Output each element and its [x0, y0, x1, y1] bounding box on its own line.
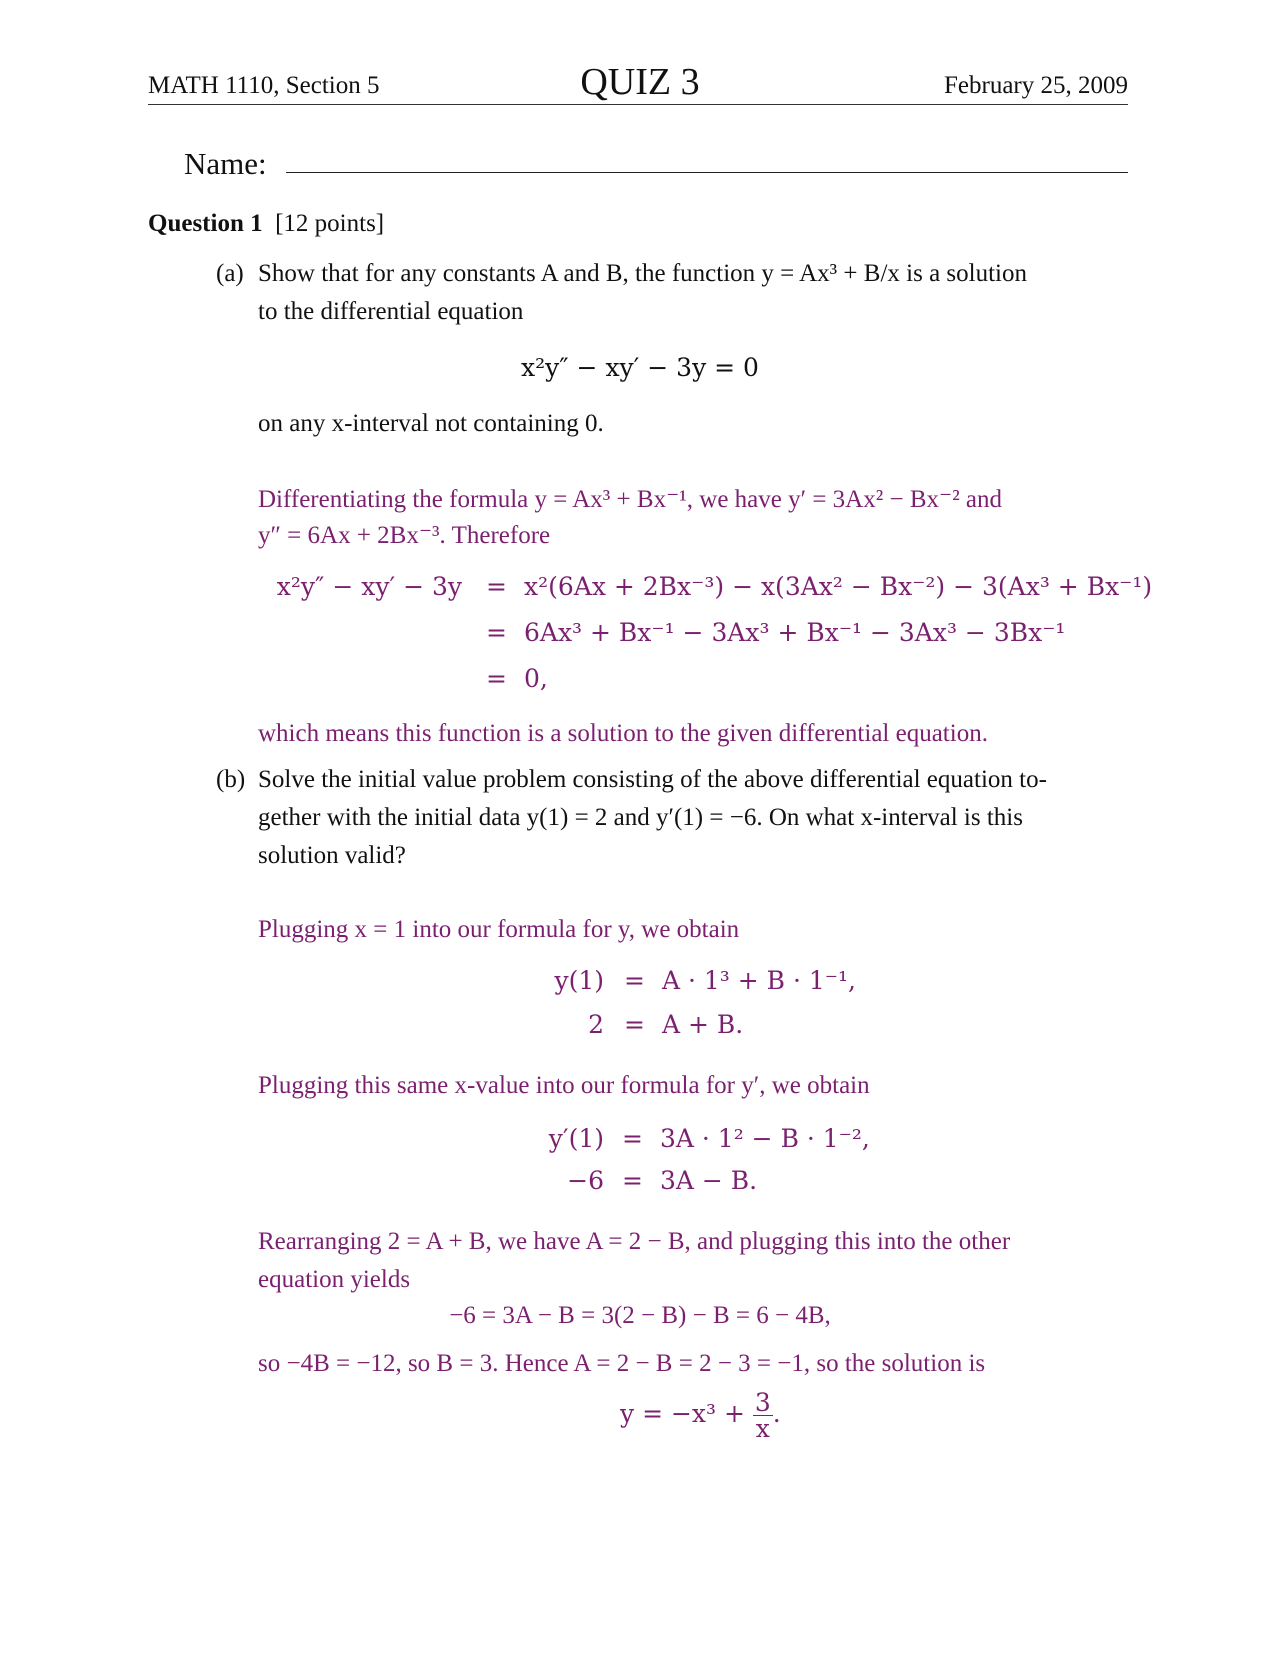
quiz-title: QUIZ 3	[580, 61, 700, 103]
question-label: Question 1	[148, 210, 263, 237]
final-numerator: 3	[754, 1388, 771, 1417]
part-b-prompt-line2: gether with the initial data y(1) = 2 and y′(1) = −6. On what x-interval is this	[258, 804, 1023, 831]
align-rhs-2: 6Ax³ + Bx⁻¹ − 3Ax³ + Bx⁻¹ − 3Ax³ − 3Bx⁻¹	[524, 618, 1066, 647]
part-b-prompt-line3: solution valid?	[258, 842, 406, 869]
final-denominator: x	[755, 1414, 770, 1443]
name-blank-line	[286, 172, 1128, 173]
part-b-so-line: so −4B = −12, so B = 3. Hence A = 2 − B = 2 − 3 = −1, so the solution is	[258, 1350, 986, 1377]
eq2-rhs-a: 3A · 1² − B · 1⁻²,	[660, 1124, 870, 1153]
part-a-conclusion: which means this function is a solution to the given differential equation.	[258, 720, 988, 747]
eq2-eq-b: =	[622, 1166, 643, 1195]
part-a-solution-line1: Differentiating the formula y = Ax³ + Bx⁻¹, we have y′ = 3Ax² − Bx⁻² and	[258, 486, 1003, 513]
part-b-marker: (b)	[216, 766, 246, 793]
header-rule	[148, 104, 1128, 105]
quiz-date: February 25, 2009	[944, 72, 1128, 99]
eq2-eq-a: =	[622, 1124, 643, 1153]
eq1-lhs-a: y(1)	[554, 966, 604, 995]
part-b-eq3: −6 = 3A − B = 3(2 − B) − B = 6 − 4B,	[449, 1302, 831, 1329]
part-b-plug2: Plugging this same x-value into our formula for y′, we obtain	[258, 1072, 870, 1099]
eq2-lhs-a: y′(1)	[548, 1124, 604, 1153]
align-eq-1: =	[486, 572, 507, 601]
part-a-prompt-line3: on any x-interval not containing 0.	[258, 410, 604, 437]
align-eq-2: =	[486, 618, 507, 647]
align-rhs-3: 0,	[524, 664, 548, 693]
part-a-prompt-line1: Show that for any constants A and B, the function y = Ax³ + B/x is a solution	[258, 260, 1027, 287]
align-eq-3: =	[486, 664, 507, 693]
eq1-rhs-a: A · 1³ + B · 1⁻¹,	[662, 966, 856, 995]
name-label: Name:	[184, 146, 267, 181]
course-label: MATH 1110, Section 5	[148, 72, 380, 99]
part-b-plug1: Plugging x = 1 into our formula for y, we obtain	[258, 916, 740, 943]
eq2-lhs-b: −6	[567, 1166, 604, 1195]
eq1-rhs-b: A + B.	[662, 1010, 744, 1039]
part-b-rearrange-line1: Rearranging 2 = A + B, we have A = 2 − B, and plugging this into the other	[258, 1228, 1011, 1255]
question-heading	[148, 210, 384, 238]
part-a-solution-line2: y″ = 6Ax + 2Bx⁻³. Therefore	[258, 522, 551, 549]
part-a-marker: (a)	[216, 260, 244, 287]
eq1-eq-b: =	[624, 1010, 645, 1039]
final-solution	[620, 1390, 781, 1441]
question-points: [12 points]	[275, 210, 385, 237]
part-b-rearrange-line2: equation yields	[258, 1266, 411, 1293]
eq1-eq-a: =	[624, 966, 645, 995]
part-a-prompt-line2: to the differential equation	[258, 298, 524, 325]
final-fraction	[753, 1390, 773, 1441]
eq1-lhs-b: 2	[588, 1010, 604, 1039]
align-rhs-1: x²(6Ax + 2Bx⁻³) − x(3Ax² − Bx⁻²) − 3(Ax³ + Bx⁻¹)	[524, 572, 1153, 601]
align-lhs: x²y″ − xy′ − 3y	[276, 572, 462, 601]
eq2-rhs-b: 3A − B.	[660, 1166, 758, 1195]
final-lhs: y = −x³ +	[620, 1399, 745, 1428]
part-b-prompt-line1: Solve the initial value problem consisting of the above differential equation to-	[258, 766, 1047, 793]
final-period: .	[772, 1399, 781, 1428]
part-a-equation: x²y″ − xy′ − 3y = 0	[521, 353, 759, 382]
